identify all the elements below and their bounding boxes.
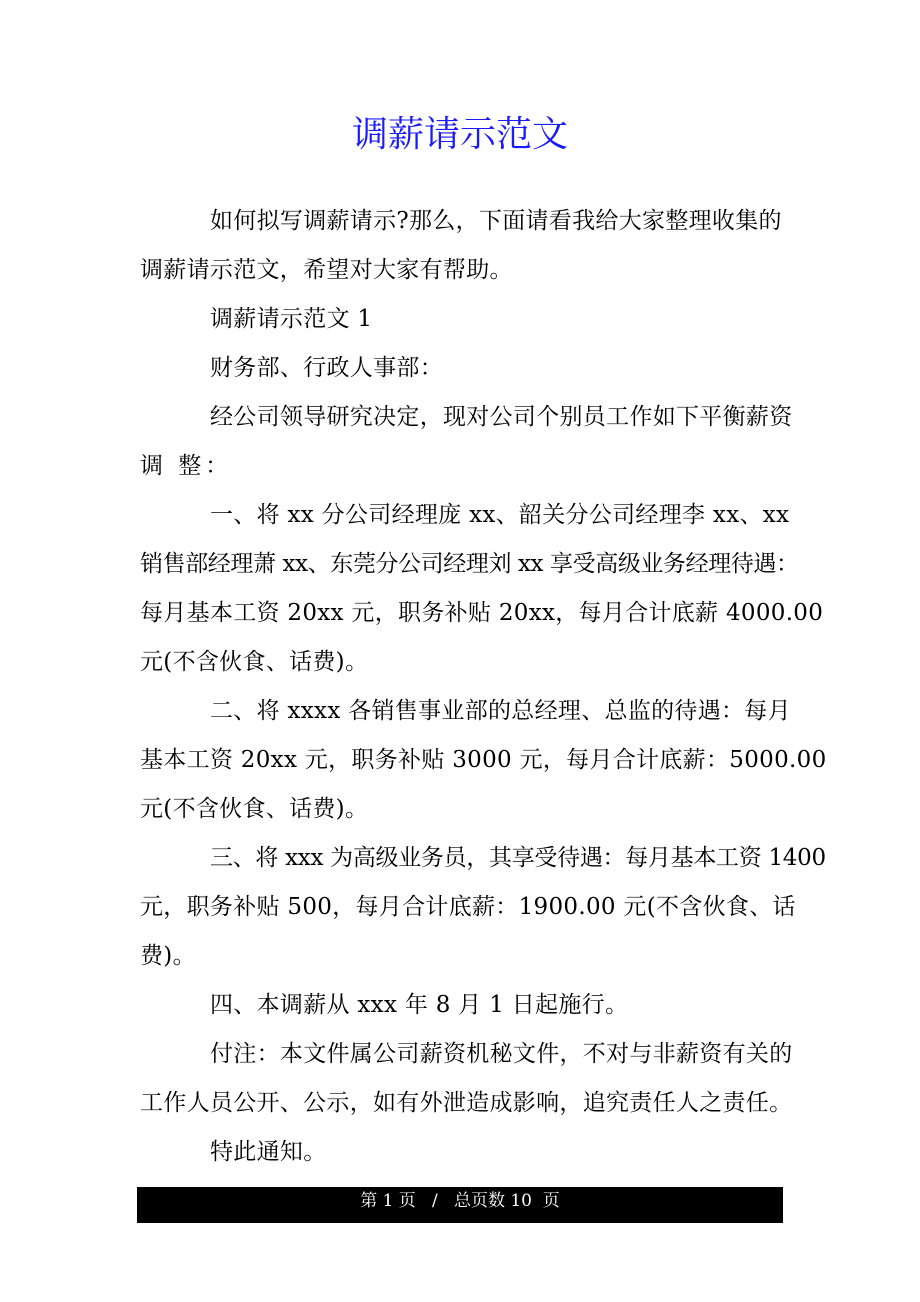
- recipient-line: 财务部、行政人事部：: [210, 355, 443, 381]
- paragraph-line: 销售部经理萧 xx、东莞分公司经理刘 xx 享受高级业务经理待遇：: [140, 551, 799, 577]
- paragraph-line: 调 整：: [140, 453, 233, 479]
- paragraph-line: 二、将 xxxx 各销售事业部的总经理、总监的待遇：每月: [210, 698, 791, 724]
- document-title: 调薪请示范文: [351, 114, 568, 155]
- paragraph-line: 经公司领导研究决定，现对公司个别员工作如下平衡薪资: [210, 404, 793, 430]
- paragraph-line: 基本工资 20xx 元，职务补贴 3000 元，每月合计底薪：5000.00: [140, 747, 827, 773]
- paragraph-line: 费)。: [140, 943, 196, 969]
- paragraph-line: 如何拟写调薪请示?那么，下面请看我给大家整理收集的: [210, 208, 782, 234]
- paragraph-line: 四、本调薪从 xxx 年 8 月 1 日起施行。: [210, 992, 629, 1018]
- paragraph-line: 调薪请示范文，希望对大家有帮助。: [140, 257, 513, 283]
- paragraph-line: 付注：本文件属公司薪资机秘文件，不对与非薪资有关的: [210, 1041, 793, 1067]
- paragraph-line: 元(不含伙食、话费)。: [140, 649, 369, 675]
- page-footer: [137, 1187, 783, 1223]
- page-number: 第 1 页 / 总页数 10 页: [360, 1191, 560, 1211]
- section-heading: 调薪请示范文 1: [210, 306, 373, 332]
- paragraph-line: 元(不含伙食、话费)。: [140, 796, 369, 822]
- closing-line: 特此通知。: [210, 1139, 327, 1165]
- paragraph-line: 每月基本工资 20xx 元，职务补贴 20xx，每月合计底薪 4000.00: [140, 600, 824, 626]
- paragraph-line: 元，职务补贴 500，每月合计底薪：1900.00 元(不含伙食、话: [140, 894, 796, 920]
- paragraph-line: 三、将 xxx 为高级业务员，其享受待遇：每月基本工资 1400: [210, 845, 826, 871]
- paragraph-line: 一、将 xx 分公司经理庞 xx、韶关分公司经理李 xx、xx: [210, 502, 790, 528]
- paragraph-line: 工作人员公开、公示，如有外泄造成影响，追究责任人之责任。: [140, 1090, 793, 1116]
